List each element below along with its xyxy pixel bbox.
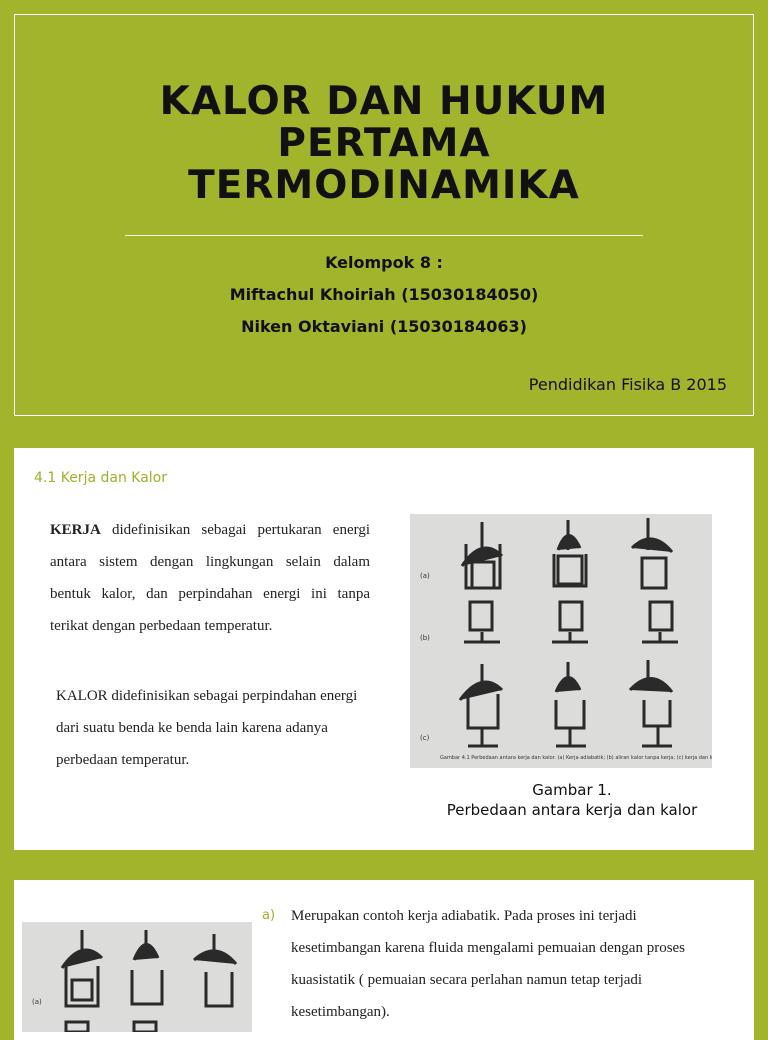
adiabatic-figure: [22, 922, 252, 1032]
adiabatic-illustration: [22, 922, 252, 1032]
group-info: [15, 247, 753, 343]
kerja-term: KERJA: [50, 522, 101, 538]
figure-small-caption: Gambar 4.1 Perbedaan antara kerja dan kalor. (a) Kerja adiabatik; (b) aliran kalor tanpa kerja; (c) kerja dan kalor.: [440, 755, 712, 761]
kalor-text: didefinisikan sebagai perpindahan energi dari suatu benda ke benda lain karena adanya perbedaan temperatur.: [56, 688, 358, 768]
title-divider: [125, 235, 643, 236]
kerja-text: didefinisikan sebagai pertukaran energi antara sistem dengan lingkungan selain dalam bentuk kalor, dan perpindahan energi ini tanpa terikat dengan perbedaan temperatur.: [50, 522, 370, 634]
apparatus-a3: [632, 518, 672, 588]
figure-caption: [400, 780, 744, 820]
figure-row-label: (a): [32, 998, 42, 1006]
adiabatic-description: Merupakan contoh kerja adiabatik. Pada proses ini terjadi kesetimbangan karena fluida mengalami pemuaian dengan proses kuasistatik ( pemuaian secara perlahan namun tetap terjadi kesetimbangan).: [291, 908, 686, 1020]
apparatus-illustration: [410, 514, 712, 768]
apparatus-b1: [464, 602, 500, 642]
adiabatic-slide: [14, 880, 754, 1040]
section-title: 4.1 Kerja dan Kalor: [34, 470, 167, 486]
presentation-title: [15, 81, 753, 207]
work-heat-figure: [410, 514, 712, 768]
content-slide: [14, 448, 754, 850]
apparatus-b3: [642, 602, 678, 642]
title-line: TERMODINAMIKA: [188, 163, 580, 208]
kerja-definition: [50, 514, 370, 642]
title-line: PERTAMA: [277, 121, 491, 166]
apparatus-a2: [554, 520, 586, 586]
member-name: Miftachul Khoiriah (15030184050): [229, 285, 539, 304]
list-marker: a): [262, 908, 276, 923]
figure-row-label: (a): [420, 572, 430, 580]
title-slide: [14, 14, 754, 416]
department-label: Pendidikan Fisika B 2015: [528, 375, 727, 394]
group-label: Kelompok 8 :: [325, 253, 443, 272]
caption-number: Gambar 1.: [532, 781, 612, 799]
kalor-term: KALOR: [56, 688, 108, 704]
figure-row-label: (c): [420, 734, 430, 742]
title-line: KALOR DAN HUKUM: [159, 79, 609, 124]
apparatus-c2: [556, 662, 586, 746]
apparatus-b2: [552, 602, 588, 642]
figure-row-label: (b): [420, 634, 430, 642]
apparatus-a1: [462, 522, 502, 588]
kalor-definition: [56, 680, 378, 776]
apparatus-c1: [460, 664, 502, 746]
apparatus-c3: [630, 660, 672, 746]
member-name: Niken Oktaviani (15030184063): [241, 317, 527, 336]
caption-text: Perbedaan antara kerja dan kalor: [446, 801, 698, 819]
